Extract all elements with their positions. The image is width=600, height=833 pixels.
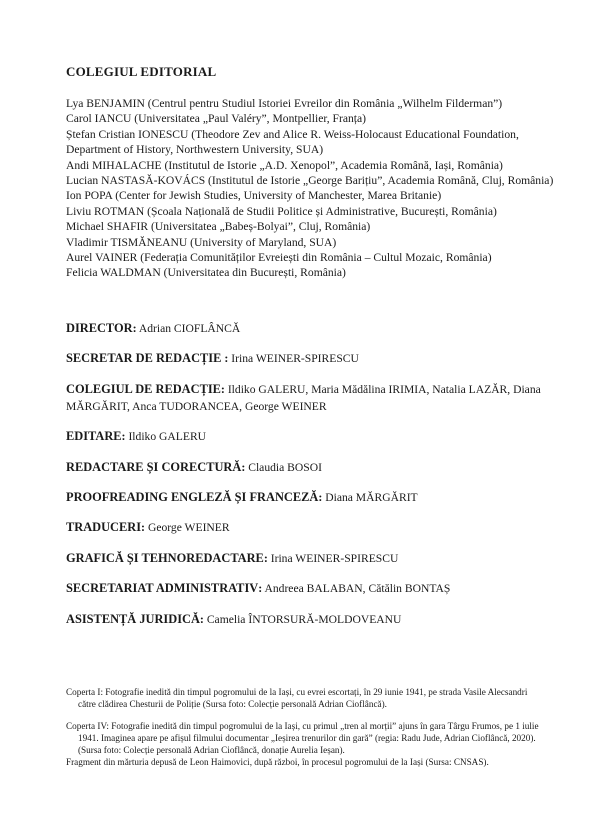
- board-member: Liviu ROTMAN (Școala Națională de Studii Politice și Administrative, București, România): [66, 204, 497, 218]
- role-label: PROOFREADING ENGLEZĂ ȘI FRANCEZĂ: [66, 489, 319, 504]
- role-label: REDACTARE ȘI CORECTURĂ: [66, 459, 242, 474]
- board-member: Ion POPA (Center for Jewish Studies, University of Manchester, Marea Britanie): [66, 189, 442, 203]
- role-separator: :: [241, 459, 246, 474]
- role-value: Camelia ÎNTORSURĂ-MOLDOVEANU: [203, 612, 402, 626]
- role-separator: :: [318, 489, 323, 504]
- role-editing: [66, 428, 546, 445]
- role-value: Ildiko GALERU: [125, 430, 207, 444]
- role-legal: [66, 611, 546, 628]
- cover-notes: [66, 686, 546, 768]
- role-label: GRAFICĂ ȘI TEHNOREDACTARE: [66, 550, 264, 565]
- role-value: Diana MĂRGĂRIT: [322, 490, 418, 504]
- editorial-board-title: COLEGIUL EDITORIAL: [66, 64, 217, 79]
- role-copyediting: [66, 459, 546, 476]
- role-label: SECRETARIAT ADMINISTRATIV: [66, 581, 259, 596]
- board-member: Carol IANCU (Universitatea „Paul Valéry”, Montpellier, Franța): [66, 112, 367, 126]
- board-member: Vladimir TISMĂNEANU (University of Maryland, SUA): [66, 235, 337, 249]
- cover-front-caption: Coperta I: Fotografie inedită din timpul pogromului de la Iași, cu evrei escortați, în 29 iunie 1941, pe strada Vasile Alecsandri către clădirea Chesturii de Poliție (Sursa foto: Colecție personală Adrian Cioflâncă).: [66, 687, 528, 709]
- role-translations: [66, 519, 546, 536]
- role-value: Irina WEINER-SPIRESCU: [267, 551, 399, 565]
- board-member: Michael SHAFIR (Universitatea „Babeș-Bolyai”, Cluj, România): [66, 220, 371, 234]
- editorial-board-list: [66, 96, 556, 281]
- role-value: Claudia BOSOI: [245, 460, 322, 474]
- board-member: Lucian NASTASĂ-KOVÁCS (Institutul de Istorie „George Barițiu”, Academia Română, Cluj, România): [66, 174, 554, 188]
- role-administration: [66, 580, 546, 597]
- board-member: Andi MIHALACHE (Institutul de Istorie „A.D. Xenopol”, Academia Română, Iași, România): [66, 158, 503, 172]
- role-separator: :: [141, 520, 146, 535]
- board-member: Ștefan Cristian IONESCU (Theodore Zev and Alice R. Weiss-Holocaust Educational Foundation, Department of History, Northwestern University, SUA): [66, 127, 519, 157]
- role-value: Irina WEINER-SPIRESCU: [228, 352, 359, 366]
- role-label: ASISTENȚĂ JURIDICĂ: [66, 611, 200, 626]
- role-separator: :: [258, 581, 263, 596]
- role-separator: :: [220, 381, 225, 396]
- role-value: Ildiko GALERU, Maria Mădălina IRIMIA, Natalia LAZĂR, Diana MĂRGĂRIT, Anca TUDORANCEA, George WEINER: [66, 382, 541, 413]
- role-separator: :: [199, 611, 204, 626]
- role-value: Andreea BALABAN, Cătălin BONTAȘ: [262, 582, 451, 596]
- role-separator: :: [263, 550, 268, 565]
- role-separator: :: [132, 321, 137, 335]
- role-value: Adrian CIOFLÂNCĂ: [136, 322, 241, 335]
- role-separator: :: [221, 351, 229, 366]
- role-label: DIRECTOR: [66, 321, 133, 335]
- role-separator: :: [121, 429, 126, 444]
- board-member: Lya BENJAMIN (Centrul pentru Studiul Istoriei Evreilor din România „Wilhelm Filderman”): [66, 97, 503, 110]
- cover-back-caption: Coperta IV: Fotografie inedită din timpul pogromului de la Iași, cu primul „tren al morții” ajuns în gara Târgu Frumos, pe 1 iulie 1941. Imaginea apare pe afișul filmului documentar „Ieșirea trenurilor din gară” (regia: Radu Jude, Adrian Cioflâncă, 2020). (Sursa foto: Colecție personală Adrian Cioflâncă, donație Aurelia Ieșan).: [66, 721, 539, 755]
- role-value: George WEINER: [145, 521, 230, 535]
- role-label: TRADUCERI: [66, 520, 142, 535]
- board-member: Aurel VAINER (Federația Comunităților Evreiești din România – Cultul Mozaic, România): [66, 251, 492, 265]
- role-label: SECRETAR DE REDACȚIE: [66, 351, 222, 366]
- role-label: EDITARE: [66, 429, 122, 444]
- board-member: Felicia WALDMAN (Universitatea din București, România): [66, 266, 346, 280]
- role-editorial-staff: [66, 381, 546, 415]
- role-label: COLEGIUL DE REDACȚIE: [66, 381, 221, 396]
- role-editorial-secretary: [66, 350, 546, 367]
- fragment-source-note: Fragment din mărturia depusă de Leon Haimovici, după război, în procesul pogromului de la Iași (Sursa: CNSAS).: [66, 757, 489, 767]
- staff-roles: [66, 320, 546, 641]
- role-director: [66, 320, 546, 337]
- role-graphics: [66, 550, 546, 567]
- role-proofreading: [66, 489, 546, 506]
